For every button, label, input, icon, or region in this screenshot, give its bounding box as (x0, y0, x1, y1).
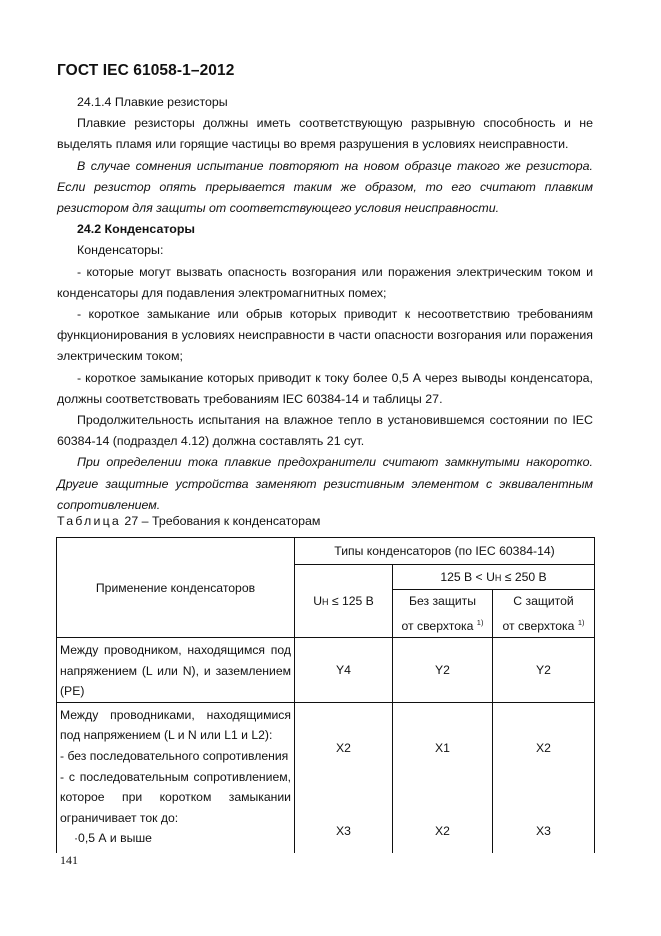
table-caption-text: 27 – Требования к конденсаторам (120, 514, 321, 528)
header-types: Типы конденсаторов (по IEC 60384-14) (295, 538, 595, 565)
col3-line1: С защитой (513, 594, 574, 608)
col3-line2: от сверхтока (502, 619, 575, 633)
table-row (57, 702, 595, 853)
list-item: - короткое замыкание или обрыв которых приводит к несоответствию требованиям функционирования в условиях неисправности в части опасности возгорания или поражения электрическим током; (57, 307, 593, 364)
table-caption-word: Таблица (57, 514, 121, 528)
row1-col2: Y2 (393, 638, 493, 703)
col2-line1: Без защиты (408, 594, 477, 608)
paragraph: Продолжительность испытания на влажное тепло в установившемся состоянии по IEC 60384-14 (подраздел 4.12) должна составлять 21 сут. (57, 413, 593, 449)
row2-col1-a: X2 (336, 740, 351, 755)
page-number: 141 (60, 853, 78, 867)
paragraph: Плавкие резисторы должны иметь соответствующую разрывную способность и не выделять пламя или горящие частицы во время разрушения в условиях неисправности. (57, 116, 593, 152)
header-col1 (295, 565, 393, 638)
row2-line: ·0,5 А и выше (74, 831, 152, 846)
row2-col2-a: X1 (435, 740, 450, 755)
u-letter: U (486, 570, 495, 584)
row1-application: Между проводником, находящимся под напряжением (L или N), и заземлением (PE) (57, 638, 295, 703)
footnote-mark: 1) (476, 618, 484, 627)
header-range (393, 565, 595, 590)
subsection-heading: 24.1.4 Плавкие резисторы (77, 95, 228, 109)
header-application: Применение конденсаторов (57, 538, 295, 638)
table-caption (57, 514, 320, 528)
header-col1-text: ≤ 125 В (328, 594, 374, 608)
list-item: - которые могут вызвать опасность возгорания или поражения электрическим током и конденсаторы для подавления электромагнитных помех; (57, 264, 593, 300)
header-col3 (493, 590, 595, 638)
document-title: ГОСТ IEC 61058-1–2012 (57, 62, 235, 79)
list-item: - короткое замыкание которых приводит к току более 0,5 А через выводы конденсатора, должны соответствовать требованиям IEC 60384-14 и таблицы 27. (57, 370, 593, 406)
paragraph: Конденсаторы: (77, 243, 164, 258)
row2-col3-a: X2 (536, 740, 551, 755)
header-col2 (393, 590, 493, 638)
u-subscript: Н (322, 597, 329, 607)
paragraph-italic: В случае сомнения испытание повторяют на новом образце такого же резистора. Если резистор опять прерывается таким же образом, то его считают плавким резистором для защиты от соответствующего условия неисправности. (57, 158, 593, 216)
row2-line: - без последовательного сопротивления (60, 748, 289, 763)
table-row (57, 638, 595, 703)
u-letter: U (313, 594, 322, 608)
row2-col3-b: X3 (536, 823, 551, 838)
range-suffix: ≤ 250 В (501, 570, 547, 584)
row1-col1: Y4 (295, 638, 393, 703)
row2-col2-b: X2 (435, 823, 450, 838)
row2-col3 (493, 702, 595, 853)
paragraph-italic: При определении тока плавкие предохранители считают замкнутыми накоротко. Другие защитные устройства заменяют резистивным элементом с эквивалентным сопротивлением. (57, 455, 593, 512)
row2-col1-b: X3 (336, 823, 351, 838)
row2-application (57, 702, 295, 853)
row2-line: Между проводниками, находящимися под напряжением (L и N или L1 и L2): (60, 707, 291, 743)
row2-col1 (295, 702, 393, 853)
col2-line2: от сверхтока (401, 619, 474, 633)
row1-col3: Y2 (493, 638, 595, 703)
row2-line: - с последовательным сопротивлением, которое при коротком замыкании ограничивает ток до: (60, 769, 291, 825)
u-subscript: Н (494, 573, 502, 583)
section-heading: 24.2 Конденсаторы (77, 222, 195, 237)
footnote-mark: 1) (577, 618, 585, 627)
row2-col2 (393, 702, 493, 853)
body-text (57, 92, 593, 516)
capacitor-requirements-table (56, 537, 595, 853)
range-prefix: 125 В < (440, 570, 487, 584)
